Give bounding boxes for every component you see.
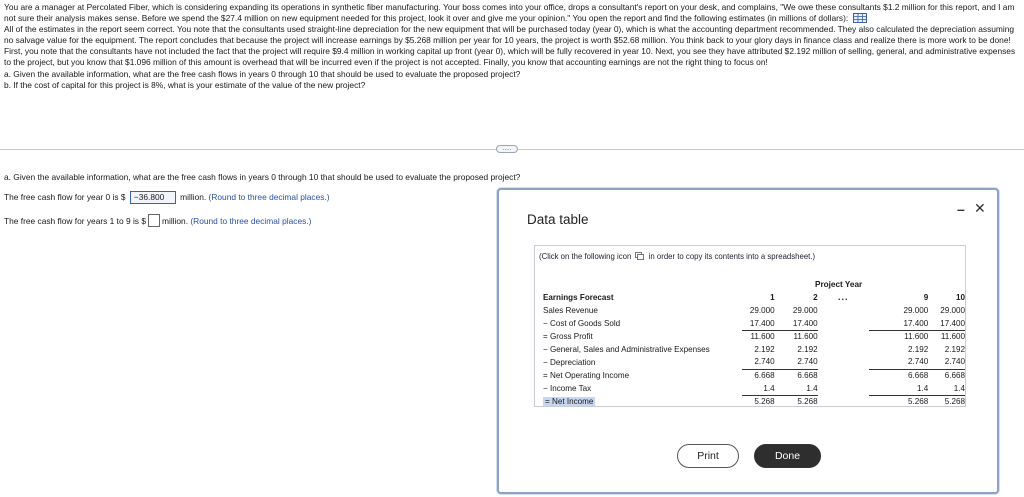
table-row [543, 344, 965, 357]
cell-year-1: 11.600 [742, 331, 774, 344]
minimize-icon[interactable]: – [957, 201, 965, 217]
cell-year-1: 2.740 [754, 357, 775, 367]
table-header-row [543, 291, 965, 305]
copy-note-before: (Click on the following icon [539, 252, 632, 261]
problem-statement [4, 2, 1018, 91]
cell-year-1: 17.400 [749, 318, 775, 328]
question-a: a. Given the available information, what are the free cash flows in years 0 through 10 that should be used to evaluate the proposed project? [4, 68, 521, 79]
cell-year-10: 2.740 [944, 357, 965, 367]
cell-year-9: 2.740 [908, 357, 929, 367]
earnings-forecast-table [543, 291, 965, 409]
cell-year-1: 2.192 [754, 344, 775, 354]
cell-year-9: 5.268 [869, 396, 928, 409]
row-label: − Income Tax [543, 383, 592, 393]
table-row [543, 331, 965, 344]
cell-year-10: 1.4 [953, 383, 965, 393]
cell-year-2: 11.600 [775, 331, 818, 344]
copy-note [539, 252, 815, 262]
cell-year-10: 17.400 [940, 318, 965, 328]
columns-ellipsis: ... [838, 292, 849, 302]
question-b: b. If the cost of capital for this project is 8%, what is your estimate of the value of the new project? [4, 79, 366, 90]
dialog-title: Data table [527, 212, 589, 227]
cell-year-9: 17.400 [903, 318, 929, 328]
problem-paragraph-1: You are a manager at Percolated Fiber, which is considering expanding its operations in synthetic fiber manufacturing. Your boss comes into your office, drops a consultant's report on your desk, and complains, "We owe these consultants $1.2 million for this report, and I am not sure their analysis makes sense. Before we spend the $27.4 million on new equipment needed for this project, look it over and give me your opinion." You open the report and find the following estimates (in millions of dollars): [4, 2, 1015, 24]
problem-paragraph-3: First, you note that the consultants have not included the fact that the project will require $9.4 million in working capital up front (year 0), which will be fully recovered in year 10. Next, you see they have attributed $2.192 million of selling, general, and administrative expenses to the project, but you know that $1.096 million of this amount is overhead that will be incurred even if the project is not accepted. Finally, you know that accounting earnings are not the right thing to focus on! [4, 46, 1016, 68]
cell-year-9: 2.192 [908, 344, 929, 354]
year0-answer-field[interactable]: −36.800 [130, 191, 176, 204]
cell-year-10: 29.000 [940, 305, 965, 315]
year0-prefix: The free cash flow for year 0 is $ [4, 192, 126, 202]
years1to9-hint: (Round to three decimal places.) [190, 216, 312, 226]
answer-line-year-0 [4, 191, 330, 204]
cell-year-2: 17.400 [792, 318, 818, 328]
years1to9-suffix: million. [161, 216, 189, 226]
cell-year-2: 2.740 [797, 357, 818, 367]
row-label: = Gross Profit [543, 331, 593, 341]
copy-to-spreadsheet-icon[interactable] [635, 252, 644, 260]
cell-year-9: 1.4 [917, 383, 929, 393]
copy-note-after: in order to copy its contents into a spreadsheet.) [648, 252, 816, 261]
row-label: = Net Operating Income [543, 370, 630, 380]
project-year-header: Project Year [815, 280, 863, 289]
cell-year-10: 2.192 [944, 344, 965, 354]
cell-year-10: 11.600 [928, 331, 965, 344]
print-button[interactable]: Print [677, 444, 739, 468]
problem-paragraph-2: All of the estimates in the report seem correct. You note that the consultants used straight-line depreciation for the new equipment that will be purchased today (year 0), which is what the accounting department recommended. They also calculated the depreciation assuming no salvage value for the equipment. The report concludes that because the project will increase earnings by $5.268 million per year for 10 years, the project is worth $52.68 million. You think back to your glory days in finance class and realize there is more work to be done! [4, 24, 1015, 46]
expand-more-button[interactable]: ..... [496, 145, 518, 153]
row-label: − General, Sales and Administrative Expenses [543, 344, 710, 354]
table-row [543, 356, 965, 369]
row-label: − Cost of Goods Sold [543, 318, 621, 328]
years1to9-answer-field[interactable] [148, 214, 160, 227]
data-table-dialog [497, 188, 999, 494]
table-row [543, 305, 965, 318]
done-button[interactable]: Done [754, 444, 821, 468]
part-a-question: a. Given the available information, what are the free cash flows in years 0 through 10 that should be used to evaluate the proposed project? [4, 172, 521, 182]
cell-year-2: 29.000 [792, 305, 818, 315]
cell-year-2: 5.268 [775, 396, 818, 409]
header-earnings-forecast: Earnings Forecast [543, 292, 614, 302]
header-year-1: 1 [770, 292, 775, 302]
cell-year-2: 2.192 [797, 344, 818, 354]
table-row [543, 318, 965, 331]
row-label: = Net Income [545, 396, 594, 406]
cell-year-10: 6.668 [928, 369, 965, 382]
close-icon[interactable]: ✕ [974, 200, 986, 216]
table-row [543, 396, 965, 409]
cell-year-1: 5.268 [742, 396, 774, 409]
header-year-2: 2 [813, 292, 818, 302]
table-row [543, 369, 965, 382]
row-label: Sales Revenue [543, 305, 598, 315]
cell-year-10: 5.268 [928, 396, 965, 409]
cell-year-9: 6.668 [869, 369, 928, 382]
data-table-icon[interactable] [853, 13, 867, 23]
years1to9-prefix: The free cash flow for years 1 to 9 is $ [4, 216, 146, 226]
header-year-10: 10 [955, 292, 965, 302]
cell-year-2: 1.4 [806, 383, 818, 393]
cell-year-2: 6.668 [775, 369, 818, 382]
cell-year-9: 11.600 [869, 331, 928, 344]
answer-line-years-1-9 [4, 214, 311, 227]
header-year-9: 9 [923, 292, 929, 302]
cell-year-1: 6.668 [742, 369, 774, 382]
year0-hint: (Round to three decimal places.) [208, 192, 330, 202]
table-row [543, 383, 965, 396]
cell-year-1: 1.4 [763, 383, 775, 393]
cell-year-1: 29.000 [749, 305, 775, 315]
data-table-panel [534, 245, 966, 407]
cell-year-9: 29.000 [903, 305, 929, 315]
year0-suffix: million. [180, 192, 207, 202]
row-label: − Depreciation [543, 357, 596, 367]
